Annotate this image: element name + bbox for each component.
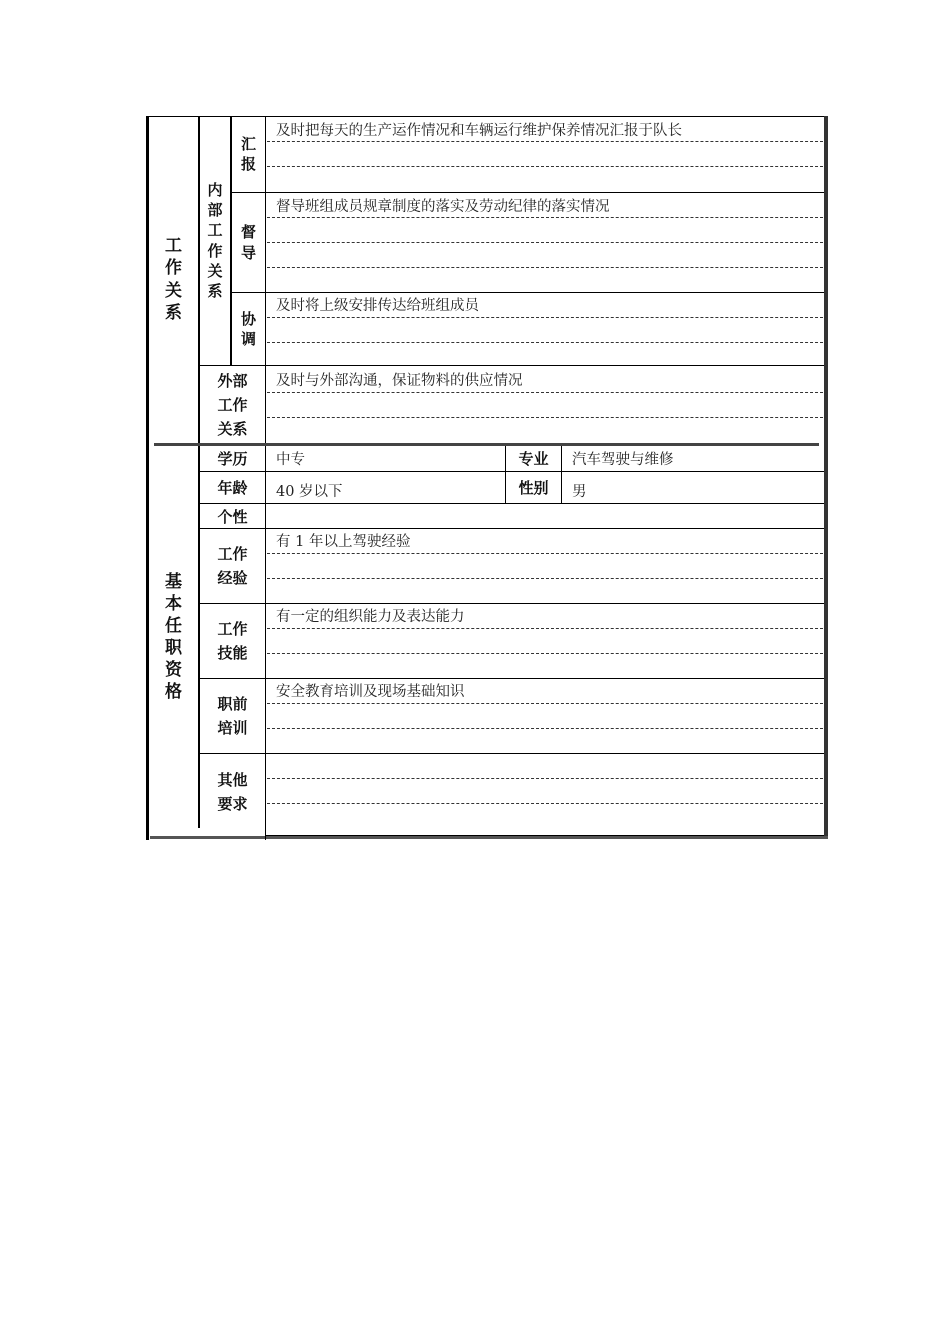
external-relations-text: 及时与外部沟通，保证物料的供应情况: [276, 373, 523, 389]
writing-line: [267, 703, 823, 704]
major-label-right-line: [561, 443, 562, 503]
coordinate-text: 及时将上级安排传达给班组成员: [276, 298, 479, 314]
row-line: [266, 835, 824, 836]
report-label: 汇 报: [240, 134, 256, 173]
experience-label: 工作 经验: [217, 545, 248, 587]
row-line: [200, 678, 824, 679]
row-line: [200, 503, 824, 504]
frame-bottom-line: [150, 836, 828, 839]
frame-right-line: [824, 116, 828, 838]
writing-line: [267, 141, 823, 142]
skills-label: 工作 技能: [217, 620, 248, 662]
writing-line: [267, 267, 823, 268]
row-line: [232, 292, 824, 293]
writing-line: [267, 166, 823, 167]
major-label: 专业: [518, 450, 549, 468]
writing-line: [267, 628, 823, 629]
experience-text: 有 1 年以上驾驶经验: [276, 534, 411, 550]
major-value: 汽车驾驶与维修: [572, 452, 674, 468]
row-line: [200, 528, 824, 529]
training-text: 安全教育培训及现场基础知识: [276, 684, 465, 700]
external-relations-label: 外部 工作 关系: [217, 371, 248, 438]
work-relations-title: 工 作 关 系: [165, 236, 182, 323]
writing-line: [267, 728, 823, 729]
other-requirements-label: 其他 要求: [217, 770, 248, 813]
qualifications-title: 基 本 任 职 资 格: [165, 571, 182, 703]
job-description-form: [146, 116, 828, 840]
writing-line: [267, 317, 823, 318]
label-col-line: [265, 116, 266, 840]
writing-line: [267, 417, 823, 418]
row-line: [198, 365, 824, 366]
row-line: [200, 603, 824, 604]
writing-line: [267, 242, 823, 243]
education-value: 中专: [276, 452, 305, 468]
writing-line: [267, 778, 823, 779]
row-line: [232, 192, 824, 193]
writing-line: [267, 217, 823, 218]
writing-line: [267, 342, 823, 343]
writing-line: [267, 653, 823, 654]
writing-line: [267, 578, 823, 579]
age-label: 年龄: [217, 479, 248, 497]
age-value: 40 岁以下: [276, 484, 343, 500]
gender-label: 性别: [518, 479, 549, 497]
training-label: 职前 培训: [217, 695, 248, 737]
report-text: 及时把每天的生产运作情况和车辆运行维护保养情况汇报于队长: [276, 123, 682, 139]
writing-line: [267, 803, 823, 804]
personality-label: 个性: [217, 507, 248, 526]
skills-text: 有一定的组织能力及表达能力: [276, 609, 465, 625]
education-label: 学历: [217, 450, 248, 468]
row-line: [200, 753, 824, 754]
supervise-text: 督导班组成员规章制度的落实及劳动纪律的落实情况: [276, 199, 610, 215]
gender-value: 男: [572, 484, 587, 500]
supervise-label: 督 导: [240, 223, 256, 262]
writing-line: [267, 553, 823, 554]
coordinate-label: 协 调: [240, 309, 256, 348]
writing-line: [267, 392, 823, 393]
internal-relations-title: 内 部 工 作 关 系: [207, 180, 223, 300]
